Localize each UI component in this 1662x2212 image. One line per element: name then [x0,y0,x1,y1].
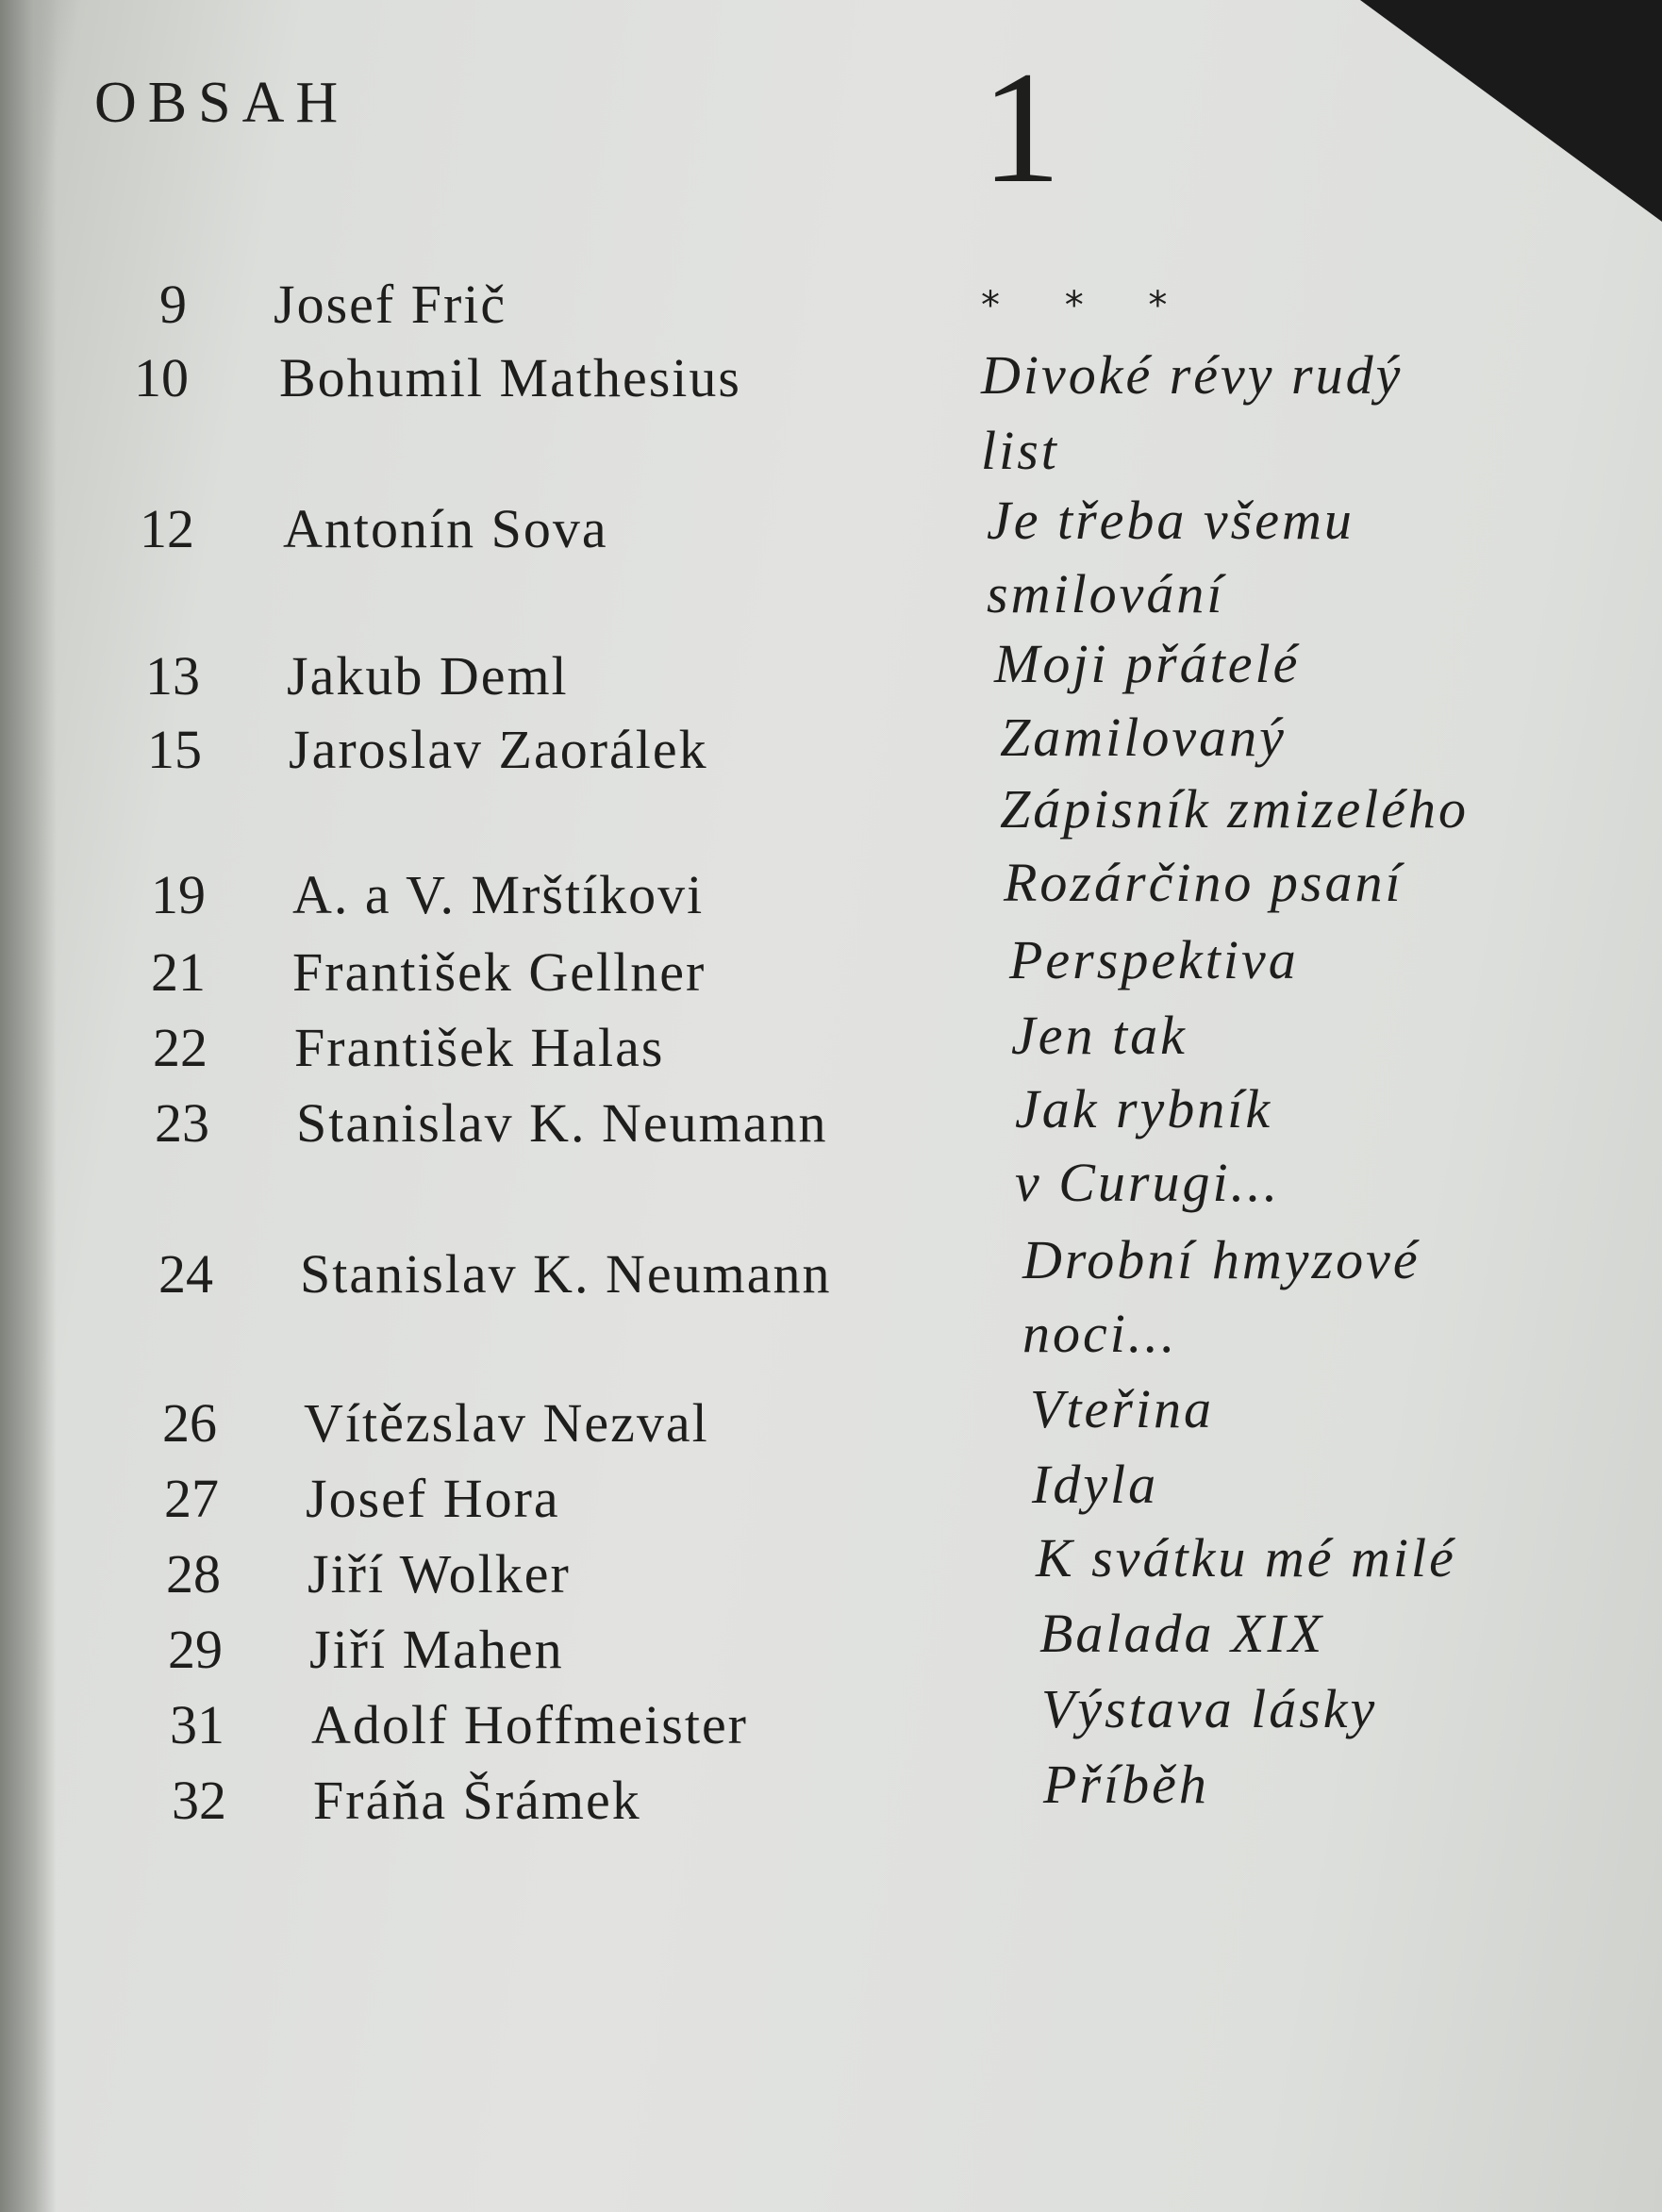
toc-author: Josef Hora [306,1468,560,1529]
toc-title-line: Zápisník zmizelého [1000,778,1470,840]
toc-author: Jiří Mahen [309,1619,564,1680]
toc-title-line: Je třeba všemu [987,490,1355,551]
toc-title-line: Vteřina [1030,1378,1214,1439]
toc-author: Antonín Sova [283,498,608,559]
toc-author: Bohumil Mathesius [279,347,741,408]
toc-page-number: 23 [155,1092,209,1154]
toc-page-number: 19 [151,864,206,925]
toc-page-number: 27 [164,1468,219,1529]
toc-title-line: Výstava lásky [1041,1678,1378,1739]
toc-title-line: Idyla [1032,1454,1159,1515]
toc-title-line: Balada XIX [1039,1603,1325,1664]
toc-page-number: 26 [162,1392,217,1454]
toc-title-line: Jak rybník [1015,1078,1273,1139]
contents-heading: OBSAH [94,71,350,135]
toc-title-line: Divoké révy rudý [981,344,1404,406]
toc-title-line: list [981,420,1059,481]
toc-page-number: 31 [170,1694,224,1755]
toc-title-stars: * * * [981,284,1194,327]
toc-title-line: Zamilovaný [1000,707,1287,768]
toc-page-number: 9 [159,274,187,335]
toc-author: A. a V. Mrštíkovi [292,864,705,925]
toc-title-line: Moji přátelé [994,633,1301,694]
toc-author: Jakub Deml [287,645,569,707]
toc-author: Vítězslav Nezval [304,1392,709,1454]
toc-title-line: Perspektiva [1009,929,1299,990]
toc-author: Fráňa Šrámek [313,1770,641,1831]
toc-page-number: 22 [153,1017,208,1078]
toc-page-number: 24 [158,1243,213,1305]
toc-title-line: v Curugi... [1015,1152,1281,1213]
toc-title-line: K svátku mé milé [1036,1527,1456,1588]
toc-page-number: 13 [145,645,200,707]
toc-author: Stanislav K. Neumann [296,1092,828,1154]
toc-page-number: 15 [147,719,202,780]
toc-author: František Gellner [292,941,706,1003]
toc-title-line: noci... [1022,1303,1178,1364]
toc-author: Jaroslav Zaorálek [289,719,708,780]
toc-page-number: 10 [134,347,189,408]
toc-page-number: 28 [166,1543,221,1605]
toc-author: Jiří Wolker [307,1543,571,1605]
toc-title-line: smilování [987,563,1225,624]
toc-page-number: 12 [140,498,194,559]
toc-author: František Halas [294,1017,665,1078]
toc-author: Josef Frič [274,274,507,335]
toc-author: Stanislav K. Neumann [300,1243,832,1305]
toc-author: Adolf Hoffmeister [311,1694,748,1755]
toc-title-line: Jen tak [1011,1005,1188,1066]
page-corner-shadow [1360,0,1662,222]
section-number: 1 [981,39,1061,216]
toc-title-line: Rozárčino psaní [1004,852,1404,913]
toc-title-line: Příběh [1043,1754,1209,1815]
toc-page-number: 21 [151,941,206,1003]
page-edge-shadow [0,0,57,2212]
toc-page-number: 32 [172,1770,226,1831]
toc-title-line: Drobní hmyzové [1022,1229,1421,1290]
toc-page-number: 29 [168,1619,223,1680]
